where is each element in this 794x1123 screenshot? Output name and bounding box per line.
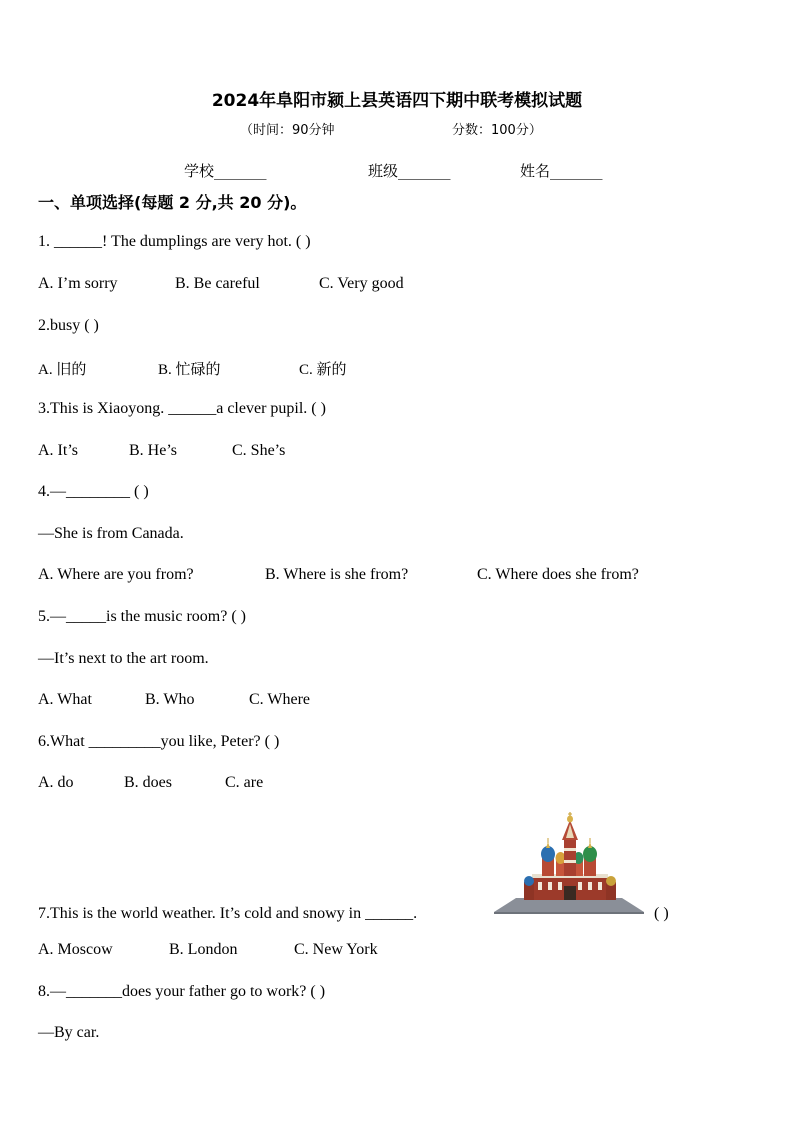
question-5-option-a: A. What (38, 691, 92, 708)
question-3-option-b: B. He’s (129, 442, 177, 459)
question-7-option-a: A. Moscow (38, 941, 113, 958)
question-7-option-c: C. New York (294, 941, 378, 958)
question-6-stem: 6.What _________you like, Peter? ( ) (38, 733, 280, 750)
exam-score: 分数：100分） (452, 123, 542, 138)
question-1-option-a: A. I’m sorry (38, 275, 118, 292)
page-title: 2024年阜阳市颍上县英语四下期中联考模拟试题 (211, 91, 583, 111)
exam-time: （时间：90分钟 (240, 123, 335, 138)
question-8-stem: 8.—_______does your father go to work? ( ) (38, 983, 326, 1000)
question-6-option-b: B. does (124, 774, 172, 791)
question-1-stem: 1. ______! The dumplings are very hot. ( ) (38, 233, 311, 250)
question-2-stem: 2.busy ( ) (38, 317, 99, 334)
question-4-option-b: B. Where is she from? (265, 566, 409, 583)
question-4-answer-line: —She is from Canada. (38, 525, 184, 542)
question-5-stem: 5.—_____is the music room? ( ) (38, 608, 246, 625)
question-5-option-b: B. Who (145, 691, 195, 708)
question-3-option-c: C. She’s (232, 442, 286, 459)
question-3-stem: 3.This is Xiaoyong. ______a clever pupil. ( ) (38, 400, 326, 417)
section-heading: 一、单项选择(每题 2 分,共 20 分)。 (38, 193, 307, 212)
question-2-option-b: B. 忙碌的 (158, 362, 221, 378)
question-4-option-a: A. Where are you from? (38, 566, 194, 583)
question-2-option-c: C. 新的 (299, 362, 347, 378)
question-7-option-b: B. London (169, 941, 238, 958)
name-field: 姓名_______ (520, 162, 603, 180)
question-8-answer-line: —By car. (38, 1024, 100, 1041)
class-field: 班级_______ (368, 162, 451, 180)
question-2-option-a: A. 旧的 (38, 362, 87, 378)
question-4-option-c: C. Where does she from? (477, 566, 639, 583)
question-6-option-a: A. do (38, 774, 74, 791)
school-field: 学校_______ (184, 162, 267, 180)
question-4-stem: 4.—________ ( ) (38, 483, 149, 500)
question-5-answer-line: —It’s next to the art room. (38, 650, 209, 667)
question-7-answer-paren: ( ) (654, 905, 669, 922)
question-7-stem: 7.This is the world weather. It’s cold and snowy in ______. (38, 905, 418, 922)
question-5-option-c: C. Where (249, 691, 311, 708)
question-6-option-c: C. are (225, 774, 264, 791)
saint-basil-cathedral-image (494, 812, 644, 914)
question-1-option-c: C. Very good (319, 275, 404, 292)
question-1-option-b: B. Be careful (175, 275, 260, 292)
question-3-option-a: A. It’s (38, 442, 78, 459)
